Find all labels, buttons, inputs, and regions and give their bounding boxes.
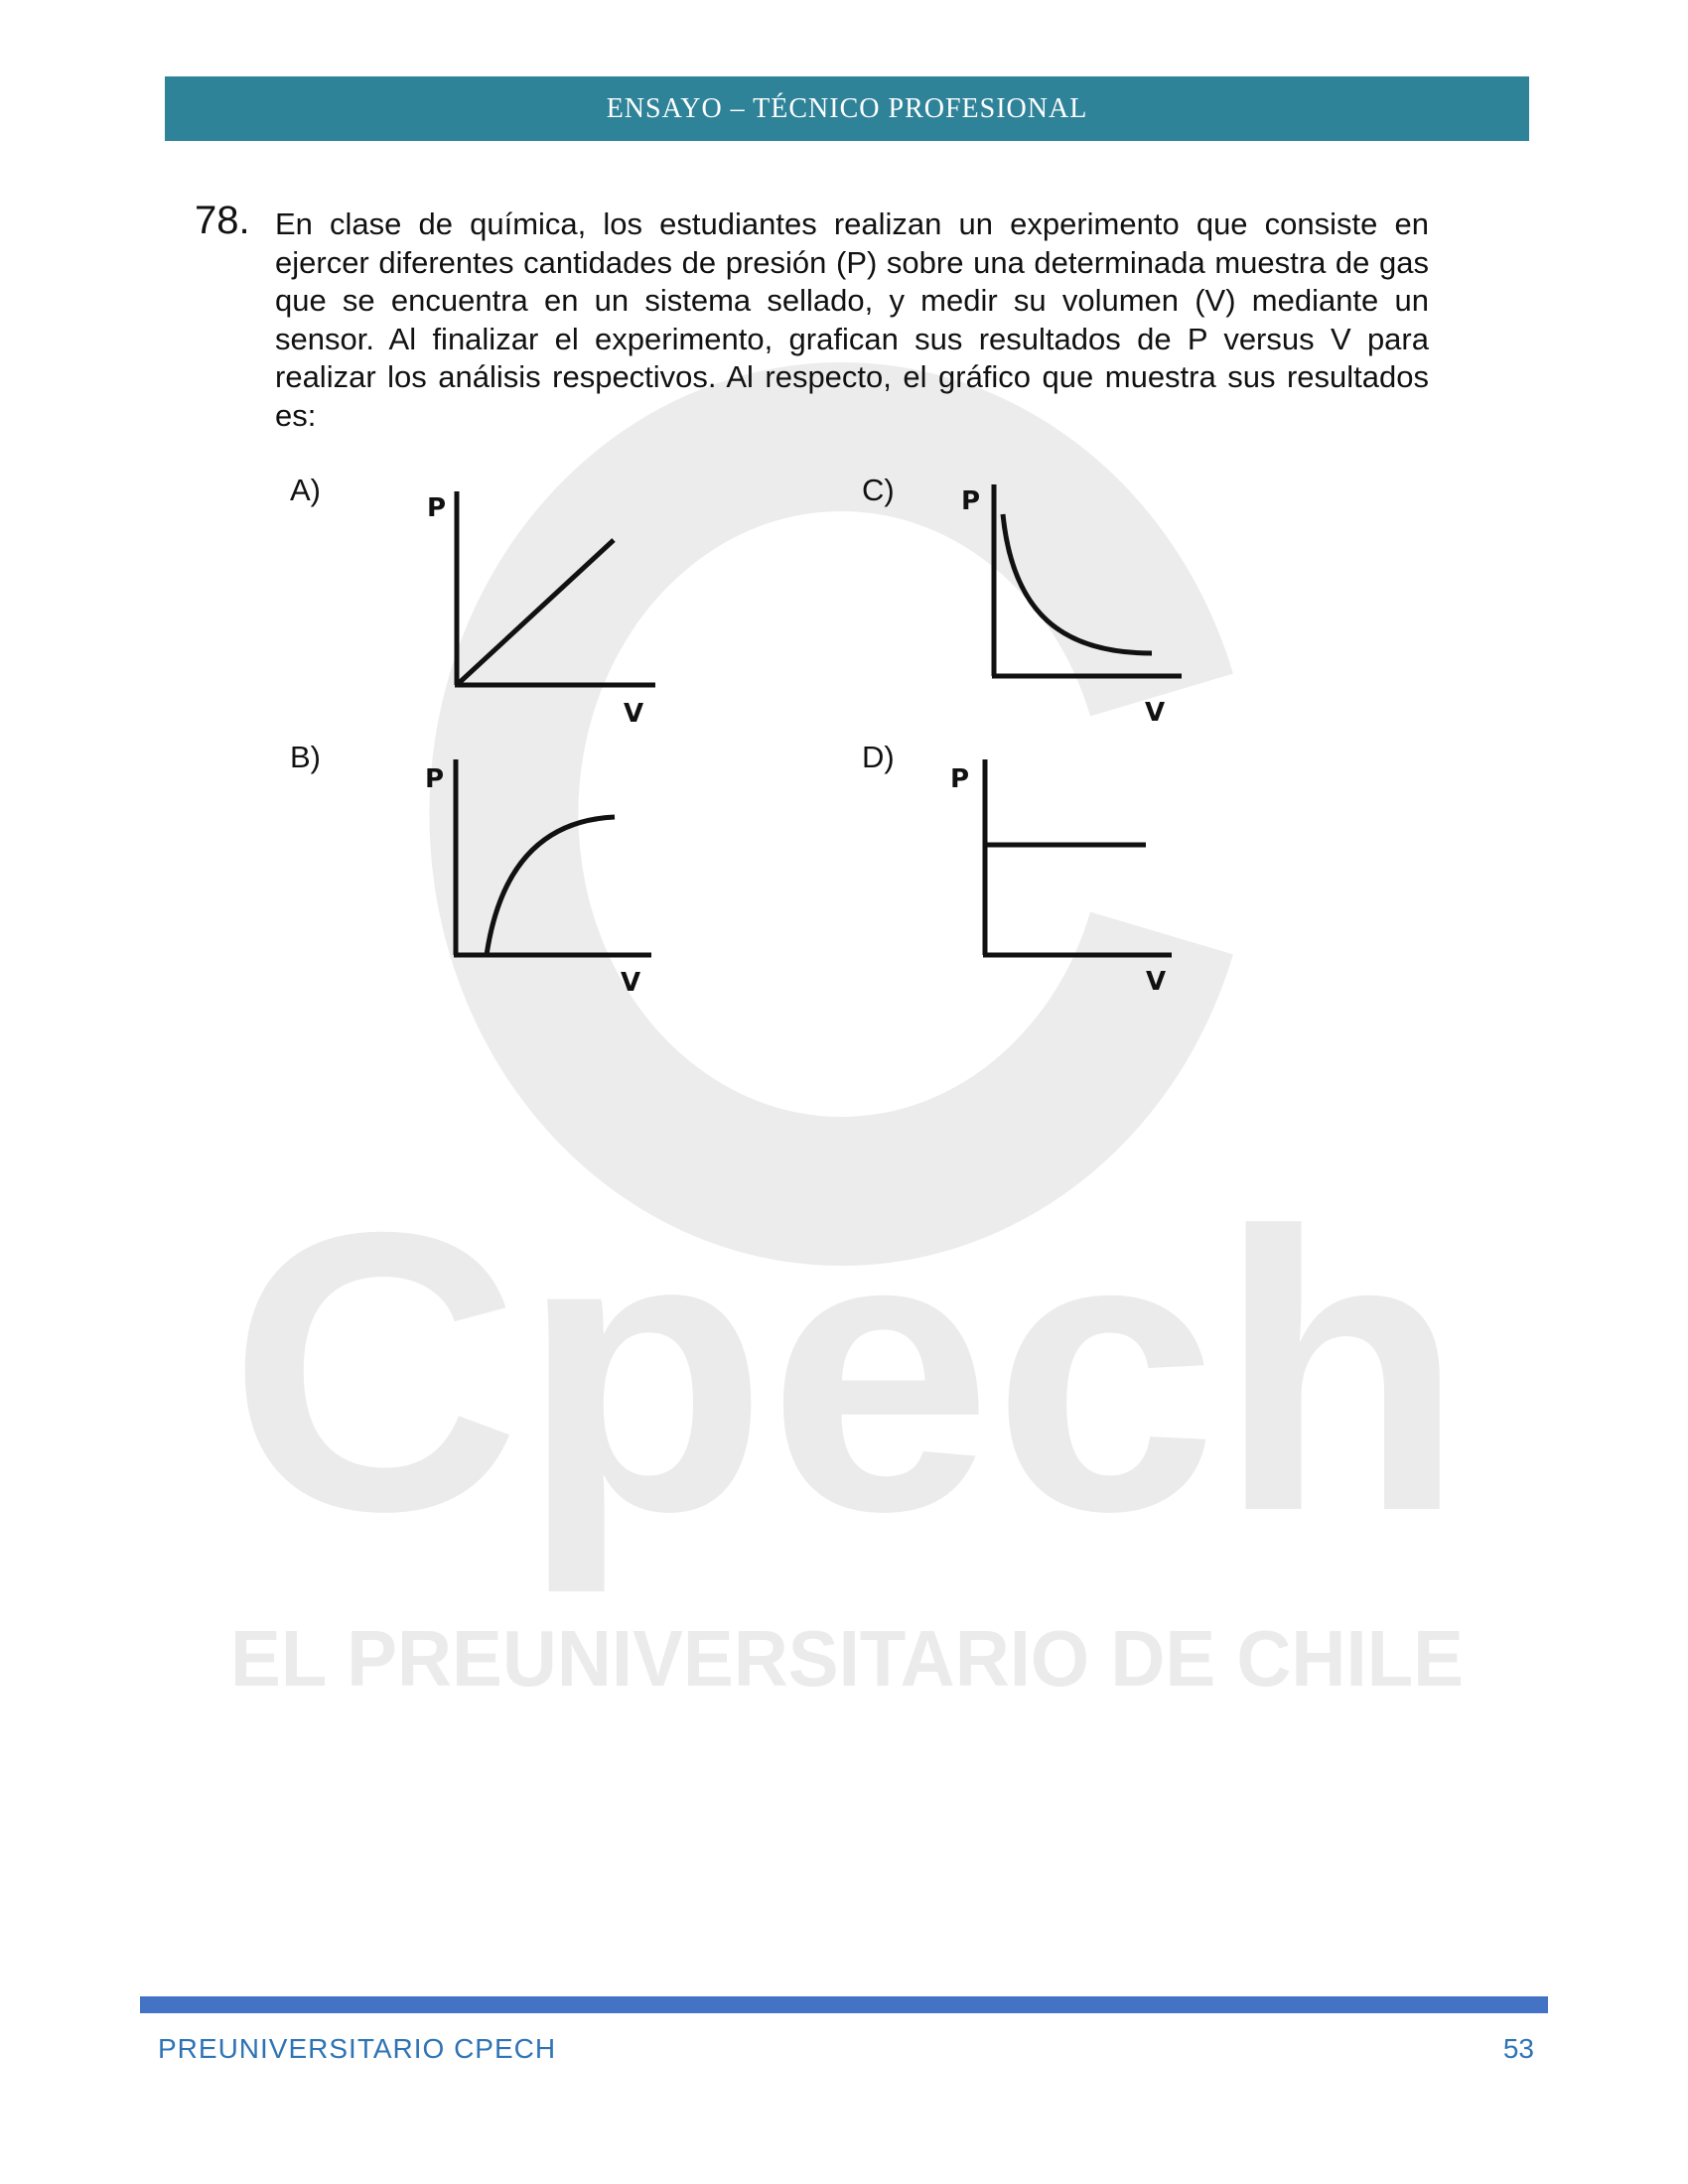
question-text: En clase de química, los estudiantes realizan un experimento que consiste en ejercer diferentes cantidades de presión (P) sobre una determinada muestra de gas que se encuentra en un sistema sellado, y medir su volumen (V) mediante un sensor. Al finalizar el experimento, grafican sus resultados de P versus V para realizar los análisis respectivos. Al respecto, el gráfico que muestra sus resultados es: [275, 206, 1429, 433]
option-a-x-label: V [624, 699, 644, 729]
option-d-y-label: P [950, 764, 970, 794]
option-b-label[interactable]: B) [290, 740, 321, 774]
watermark-brand: Cpech [228, 1150, 1443, 1593]
option-b-curve [487, 817, 615, 955]
option-c-label[interactable]: C) [862, 473, 895, 507]
header-title: ENSAYO – TÉCNICO PROFESIONAL [606, 92, 1088, 124]
watermark-tagline: EL PREUNIVERSITARIO DE CHILE [230, 1614, 1464, 1703]
option-b-y-label: P [425, 764, 445, 794]
option-a-curve [457, 540, 614, 685]
header-bar [165, 76, 1529, 141]
option-c-y-label: P [961, 486, 981, 516]
question-number: 78. [195, 199, 250, 242]
footer-bar [140, 1996, 1548, 2013]
option-c-graph[interactable] [953, 475, 1192, 733]
option-a-graph[interactable] [417, 486, 655, 729]
option-b-graph[interactable] [417, 754, 655, 998]
option-a-label[interactable]: A) [290, 473, 321, 507]
option-b-x-label: V [621, 968, 641, 998]
option-c-x-label: V [1145, 698, 1166, 728]
option-c-curve [1003, 514, 1152, 653]
page-number: 53 [1502, 2033, 1534, 2064]
option-d-x-label: V [1146, 967, 1167, 997]
option-d-label[interactable]: D) [862, 740, 895, 774]
footer-brand: PREUNIVERSITARIO CPECH [158, 2033, 557, 2064]
option-d-graph[interactable] [943, 754, 1182, 1003]
option-a-y-label: P [427, 493, 447, 523]
